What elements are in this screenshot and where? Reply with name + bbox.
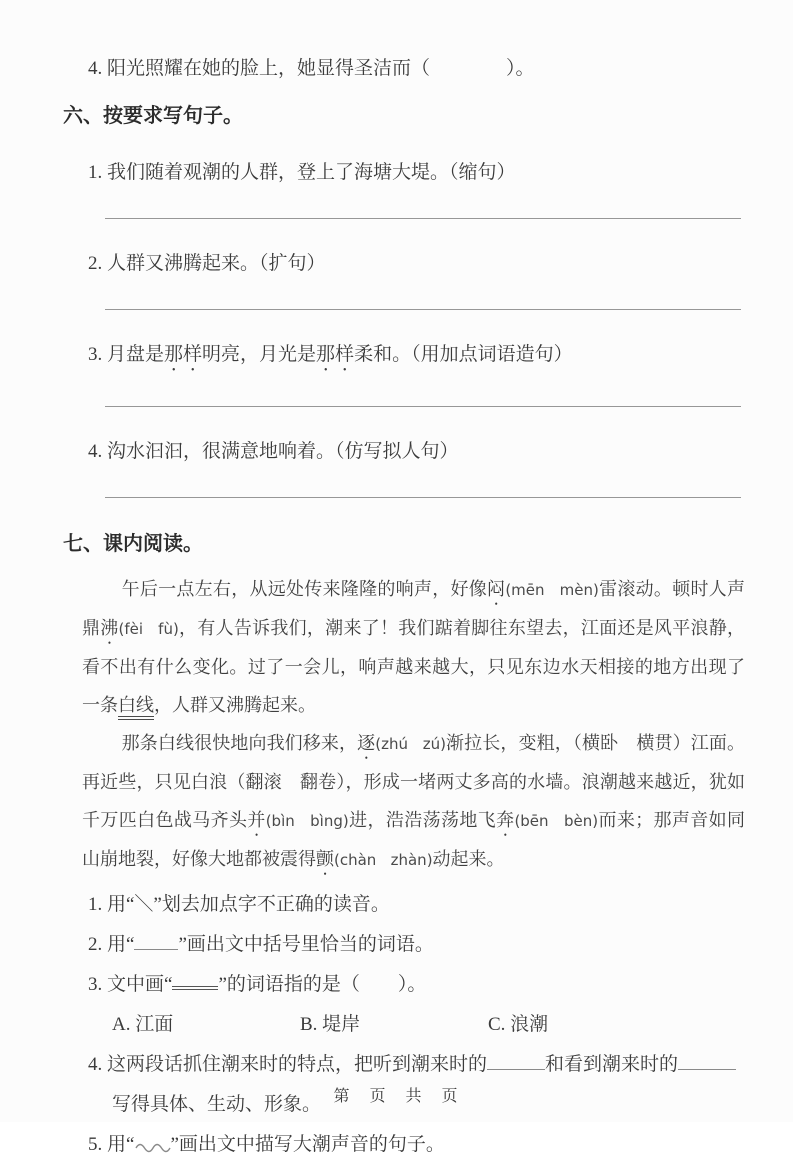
question-2 xyxy=(63,925,745,965)
option-b: B. 堤岸 xyxy=(300,1014,361,1035)
p2-text: 动起来。 xyxy=(432,849,505,869)
question-2-post: ”画出文中括号里恰当的词语。 xyxy=(178,934,434,955)
emphasis-dot-char: 并 xyxy=(247,810,266,830)
six-item-3-mid: 明亮，月光是 xyxy=(202,344,317,365)
passage-questions xyxy=(63,885,745,1165)
question-5 xyxy=(63,1125,745,1165)
prev-item-4-text: 4. 阳光照耀在她的脸上，她显得圣洁而（ ）。 xyxy=(88,58,535,79)
section-six-header xyxy=(63,100,745,132)
six-item-3-post: 柔和。（用加点词语造句） xyxy=(354,344,573,365)
double-underline-mark xyxy=(172,972,218,990)
pinyin-choice: (bēn bèn) xyxy=(514,812,599,830)
pinyin-choice: (zhú zú) xyxy=(375,735,446,753)
question-4-pre: 4. 这两段话抓住潮来时的特点，把听到潮来时的 xyxy=(88,1054,488,1075)
page-footer-text: 第 页 共 页 xyxy=(333,1088,460,1105)
question-3-pre: 3. 文中画“ xyxy=(88,974,173,995)
reading-passage xyxy=(82,570,745,879)
p2-text: 而来；那声音如同山崩地裂，好像大地都被震得 xyxy=(82,810,746,869)
p2-text: 那条白线很快地向我们移来， xyxy=(121,733,358,753)
section-six-item-2 xyxy=(63,249,745,279)
prev-section-item-4 xyxy=(63,54,745,84)
question-4-mid: 和看到潮来时的 xyxy=(545,1054,679,1075)
option-c: C. 浪潮 xyxy=(488,1014,549,1035)
section-six-item-3 xyxy=(63,340,745,376)
wavy-line-mark xyxy=(134,1142,170,1152)
pinyin-choice: (bìn bìng) xyxy=(265,812,349,830)
section-six-item-1 xyxy=(63,158,745,188)
emphasis-dot-char: 沸 xyxy=(100,618,119,638)
emphasis-dot-char: 奔 xyxy=(496,810,515,830)
pinyin-choice: (fèi fù) xyxy=(118,620,179,638)
passage-paragraph-2 xyxy=(82,724,745,879)
question-3-post: ”的词语指的是（ ）。 xyxy=(218,974,427,995)
question-5-pre: 5. 用“ xyxy=(88,1134,135,1155)
six-item-4-text: 4. 沟水汩汩，很满意地响着。（仿写拟人句） xyxy=(88,441,459,462)
question-2-pre: 2. 用“ xyxy=(88,934,135,955)
question-3 xyxy=(63,965,745,1005)
section-six-item-4 xyxy=(63,437,745,467)
six-item-3-pre: 3. 月盘是 xyxy=(88,344,165,365)
p1-text: ，有人告诉我们，潮来了！我们踮着脚往东望去，江面还是风平浪静，看不出有什么变化。过了一会儿，响声越来越大，只见东边水天相接的地方出现了一条 xyxy=(82,618,745,715)
fill-blank-1 xyxy=(487,1055,545,1070)
answer-line-1 xyxy=(105,218,741,219)
fill-blank-2 xyxy=(678,1055,736,1070)
question-5-post: ”画出文中描写大潮声音的句子。 xyxy=(170,1134,445,1155)
answer-line-2 xyxy=(105,309,741,310)
p2-text: 渐拉长，变粗，（横卧 横贯）江面。再近些，只见白浪（翻滚 翻卷），形成一堵两丈多高的水墙。浪潮越来越近，犹如千万匹白色战马齐头 xyxy=(82,733,745,830)
six-item-1-text: 1. 我们随着观潮的人群，登上了海塘大堤。（缩句） xyxy=(88,162,516,183)
question-3-options xyxy=(63,1005,745,1045)
p2-text: 进，浩浩荡荡地飞 xyxy=(348,810,497,830)
passage-paragraph-1 xyxy=(82,570,745,724)
question-4-post: 写得具体、生动、形象。 xyxy=(112,1094,322,1115)
single-underline-mark xyxy=(134,935,178,950)
section-seven-header xyxy=(63,528,745,560)
emphasis-dot-word: 那样 xyxy=(316,344,355,365)
answer-line-3 xyxy=(105,406,741,407)
section-seven-title: 七、课内阅读。 xyxy=(63,533,203,555)
emphasis-dot-char: 颤 xyxy=(316,849,334,869)
emphasis-dot-char: 逐 xyxy=(357,733,376,753)
emphasis-dot-char: 闷 xyxy=(487,579,506,599)
six-item-2-text: 2. 人群又沸腾起来。（扩句） xyxy=(88,253,326,274)
question-1-text: 1. 用“＼”划去加点字不正确的读音。 xyxy=(88,894,390,915)
p1-text: 午后一点左右，从远处传来隆隆的响声，好像 xyxy=(121,579,488,599)
question-1 xyxy=(63,885,745,925)
answer-line-4 xyxy=(105,497,741,498)
page-footer xyxy=(0,1083,793,1106)
section-six-title: 六、按要求写句子。 xyxy=(63,105,243,127)
emphasis-dot-word: 那样 xyxy=(164,344,203,365)
p1-text: ，人群又沸腾起来。 xyxy=(154,695,316,715)
double-underlined-word: 白线 xyxy=(118,695,154,720)
pinyin-choice: (chàn zhàn) xyxy=(334,851,433,869)
pinyin-choice: (mēn mèn) xyxy=(505,581,599,599)
p1-text: 雷滚动。顿时人声鼎 xyxy=(82,579,746,638)
option-a: A. 江面 xyxy=(112,1014,174,1035)
